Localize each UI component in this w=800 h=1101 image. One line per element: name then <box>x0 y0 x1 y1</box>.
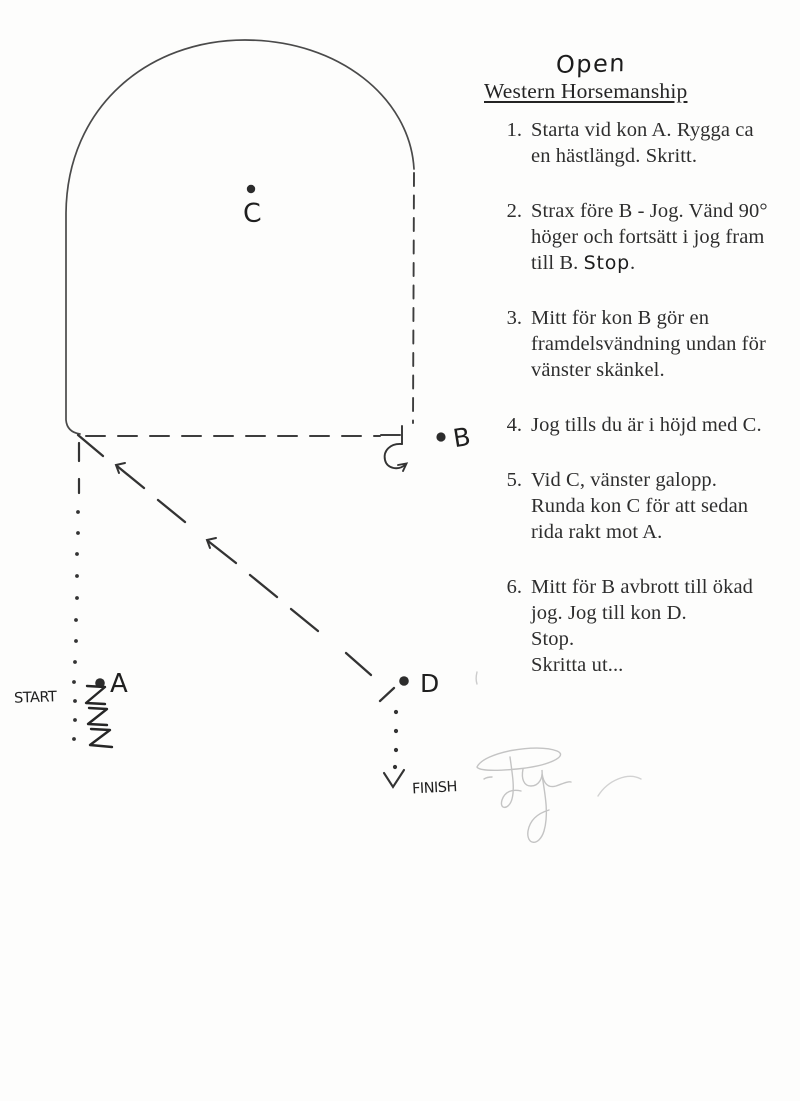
class-heading-handwritten: Open <box>555 49 627 79</box>
instruction-number: 3. <box>506 307 522 329</box>
instruction-text: Jog tills du är i höjd med C. <box>531 414 762 436</box>
instruction-text: Mitt för kon B gör en framdelsvändning undan för vänster skänkel. <box>531 307 766 381</box>
page-title: Western Horsemanship <box>484 79 688 103</box>
instruction-text-period: . <box>630 252 636 274</box>
instruction-number: 6. <box>506 576 522 598</box>
cone-a-label: A <box>110 669 128 699</box>
instruction-item-4 <box>484 412 784 438</box>
instruction-text <box>531 198 769 276</box>
instruction-number: 5. <box>506 469 522 491</box>
instruction-text-line: Stop. <box>531 628 575 650</box>
instruction-text-printed: Strax före B - Jog. Vänd 90° höger och fortsätt i jog fram till B. <box>531 200 768 274</box>
instruction-number: 2. <box>506 200 522 222</box>
cone-b-label: B <box>451 421 473 454</box>
cone-c-dot <box>247 185 255 193</box>
walk-track-dots <box>72 510 80 741</box>
instruction-text: Starta vid kon A. Rygga ca en hästlängd. Skritt. <box>531 119 754 167</box>
instruction-number: 4. <box>506 414 522 436</box>
instruction-list <box>484 117 784 678</box>
forehand-turn-icon <box>385 426 407 471</box>
exit-dots <box>393 710 398 769</box>
instruction-text <box>531 574 769 678</box>
instruction-item-2 <box>484 198 784 276</box>
cone-d-dot <box>399 676 409 686</box>
stop-annotation-handwritten: Stop <box>583 252 631 274</box>
finish-label: FINISH <box>411 779 458 798</box>
start-label: START <box>13 689 57 707</box>
instruction-text: Vid C, vänster galopp. Runda kon C för att sedan rida rakt mot A. <box>531 469 749 543</box>
finish-arrow-icon <box>384 770 404 787</box>
instruction-item-6 <box>484 574 784 678</box>
cone-d-label: D <box>420 669 440 698</box>
arena-fence-arc <box>66 40 414 434</box>
diagonal-dashed-path <box>78 435 394 701</box>
instruction-text-line: Mitt för B avbrott till ökad jog. Jog till kon D. <box>531 576 754 624</box>
cone-b-dot <box>436 432 445 441</box>
instruction-item-1 <box>484 117 784 169</box>
instruction-item-5 <box>484 467 784 545</box>
instruction-column <box>484 50 784 707</box>
arena-fence-right-dashed <box>413 173 414 423</box>
instruction-number: 1. <box>506 119 522 141</box>
instruction-text-line: Skritta ut... <box>531 654 624 676</box>
cone-c-label: C <box>242 198 263 230</box>
instruction-item-3 <box>484 305 784 383</box>
backup-zigzag <box>86 686 112 747</box>
